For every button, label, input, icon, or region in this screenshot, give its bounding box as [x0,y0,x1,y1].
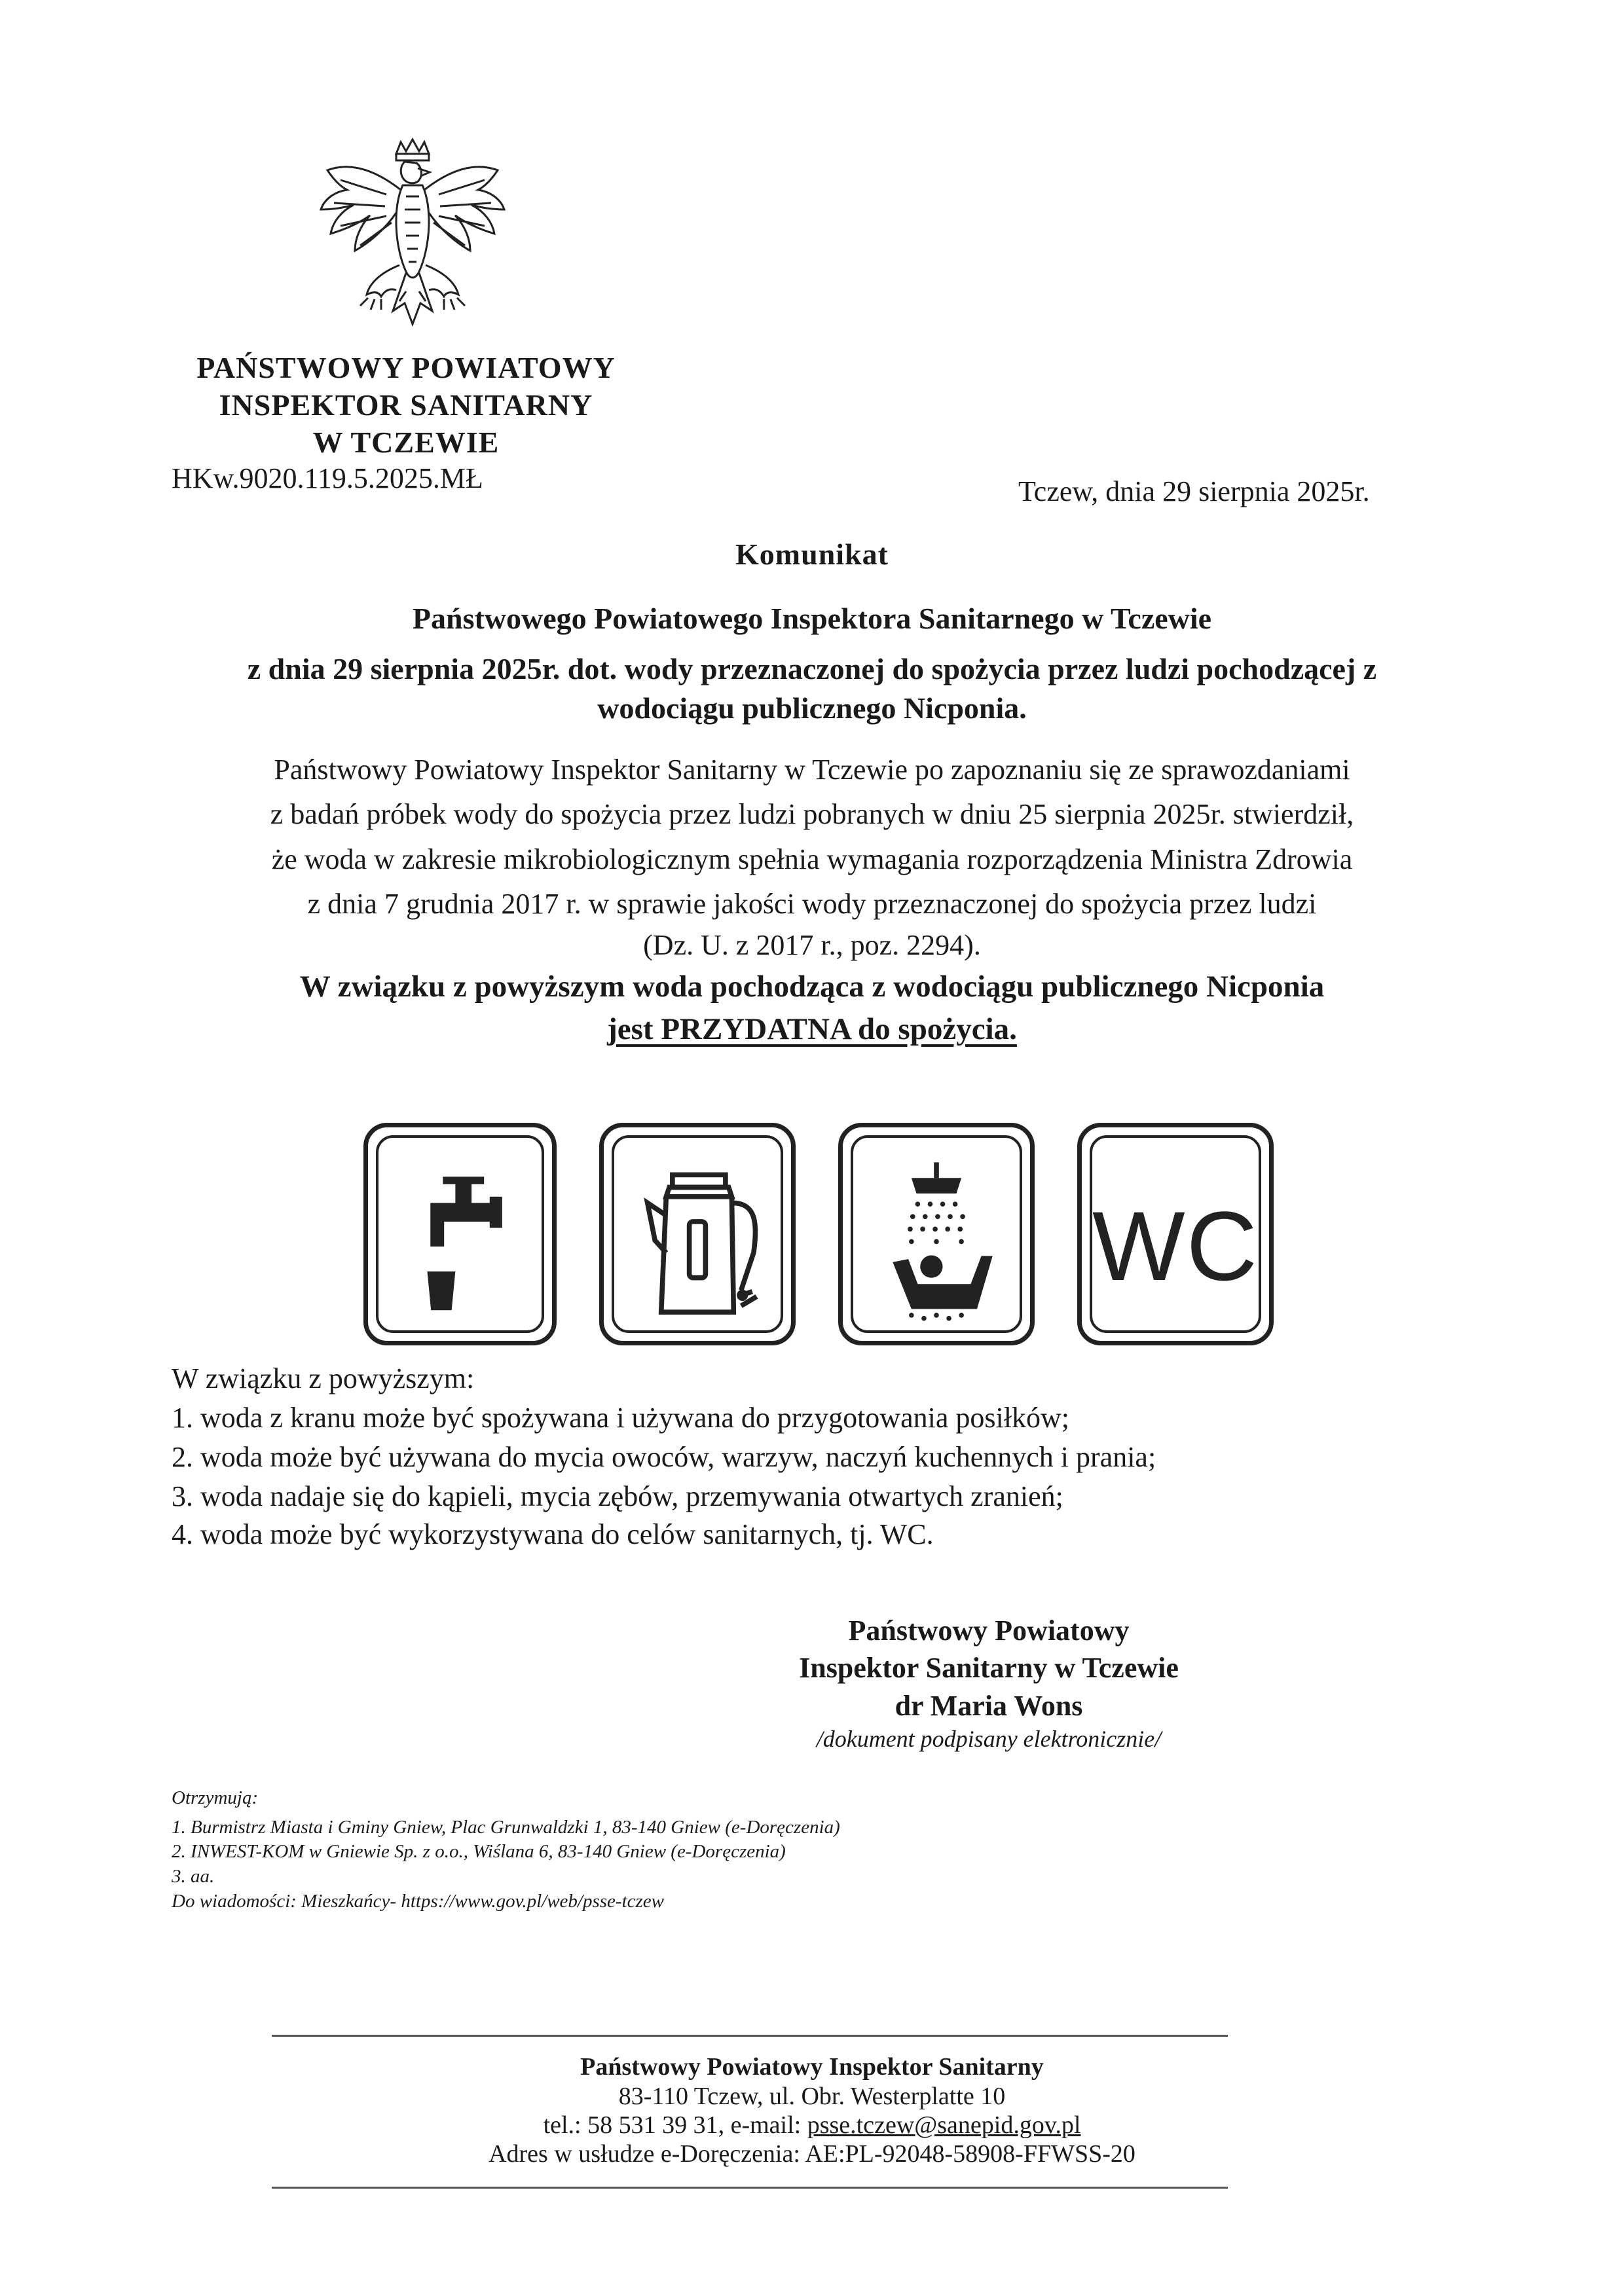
signature-note: /dokument podpisany elektronicznie/ [816,1726,1162,1752]
footer-institution: Państwowy Powiatowy Inspektor Sanitarny [580,2053,1044,2081]
footer-bottom-rule [272,2187,1228,2189]
signature-line-3: dr Maria Wons [895,1690,1083,1722]
recipient-3: 3. aa. [172,1866,215,1887]
place-date: Tczew, dnia 29 sierpnia 2025r. [1018,475,1370,507]
uses-item-1: 1. woda z kranu może być spożywana i używana do przygotowania posiłków; [172,1402,1069,1434]
uses-item-3: 3. woda nadaje się do kąpieli, mycia zębów, przemywania otwartych zranień; [172,1480,1063,1512]
tap-pictogram [363,1123,557,1345]
body-line-2: z badań próbek wody do spożycia przez ludzi pobranych w dniu 25 sierpnia 2025r. stwierdził, [270,798,1354,830]
title-subline-1: Państwowego Powiatowego Inspektora Sanitarnego w Tczewie [412,602,1212,635]
authority-name-line-1: PAŃSTWOWY POWIATOWY [196,351,616,384]
authority-name-line-2: INSPEKTOR SANITARNY [219,388,593,422]
conclusion-line-1: W związku z powyższym woda pochodząca z wodociągu publicznego Nicponia [299,970,1325,1004]
recipient-2: 2. INWEST-KOM w Gniewie Sp. z o.o., Wiślana 6, 83-140 Gniew (e-Doręczenia) [172,1841,786,1862]
document-heading: Komunikat [735,538,889,571]
recipients-label: Otrzymują: [172,1787,259,1808]
kettle-icon [604,1127,791,1341]
recipients-info: Do wiadomości: Mieszkańcy- https://www.gov.pl/web/psse-tczew [172,1891,665,1912]
shower-bath-icon [843,1127,1030,1341]
footer-email-link[interactable]: psse.tczew@sanepid.gov.pl [807,2111,1081,2139]
title-subline-3: wodociągu publicznego Nicponia. [597,691,1027,725]
uses-item-4: 4. woda może być wykorzystywana do celów sanitarnych, tj. WC. [172,1518,934,1550]
wc-pictogram [1077,1123,1274,1345]
uses-item-2: 2. woda może być używana do mycia owoców, warzyw, naczyń kuchennych i prania; [172,1441,1156,1473]
uses-intro: W związku z powyższym: [172,1362,475,1394]
wc-icon: WC [1092,1191,1259,1301]
recipient-1: 1. Burmistrz Miasta i Gminy Gniew, Plac Grunwaldzki 1, 83-140 Gniew (e-Doręczenia) [172,1817,840,1838]
authority-name-line-3: W TCZEWIE [312,426,500,459]
kettle-pictogram [599,1123,796,1345]
footer-edoreczenia: Adres w usłudze e-Doręczenia: AE:PL-92048-58908-FFWSS-20 [489,2140,1135,2168]
coat-of-arms-eagle-icon [308,134,517,350]
signature-line-1: Państwowy Powiatowy [848,1614,1130,1647]
conclusion-line-2: jest PRZYDATNA do spożycia. [607,1012,1017,1046]
reference-number: HKw.9020.119.5.2025.MŁ [172,462,483,494]
body-line-4: z dnia 7 grudnia 2017 r. w sprawie jakości wody przeznaczonej do spożycia przez ludzi [307,888,1317,920]
footer-contact [327,2111,1297,2140]
tap-icon [368,1127,552,1341]
signature-line-2: Inspektor Sanitarny w Tczewie [799,1652,1179,1684]
body-line-1: Państwowy Powiatowy Inspektor Sanitarny w Tczewie po zapoznaniu się ze sprawozdaniami [274,754,1350,786]
body-line-3: że woda w zakresie mikrobiologicznym spełnia wymagania rozporządzenia Ministra Zdrowia [271,843,1353,875]
footer-top-rule [272,2035,1228,2037]
body-line-5: (Dz. U. z 2017 r., poz. 2294). [643,929,981,961]
footer-address: 83-110 Tczew, ul. Obr. Westerplatte 10 [618,2083,1006,2110]
footer-phone: tel.: 58 531 39 31, e-mail: [543,2111,807,2139]
title-subline-2: z dnia 29 sierpnia 2025r. dot. wody przeznaczonej do spożycia przez ludzi pochodzącej z [247,652,1377,685]
shower-bath-pictogram [838,1123,1035,1345]
